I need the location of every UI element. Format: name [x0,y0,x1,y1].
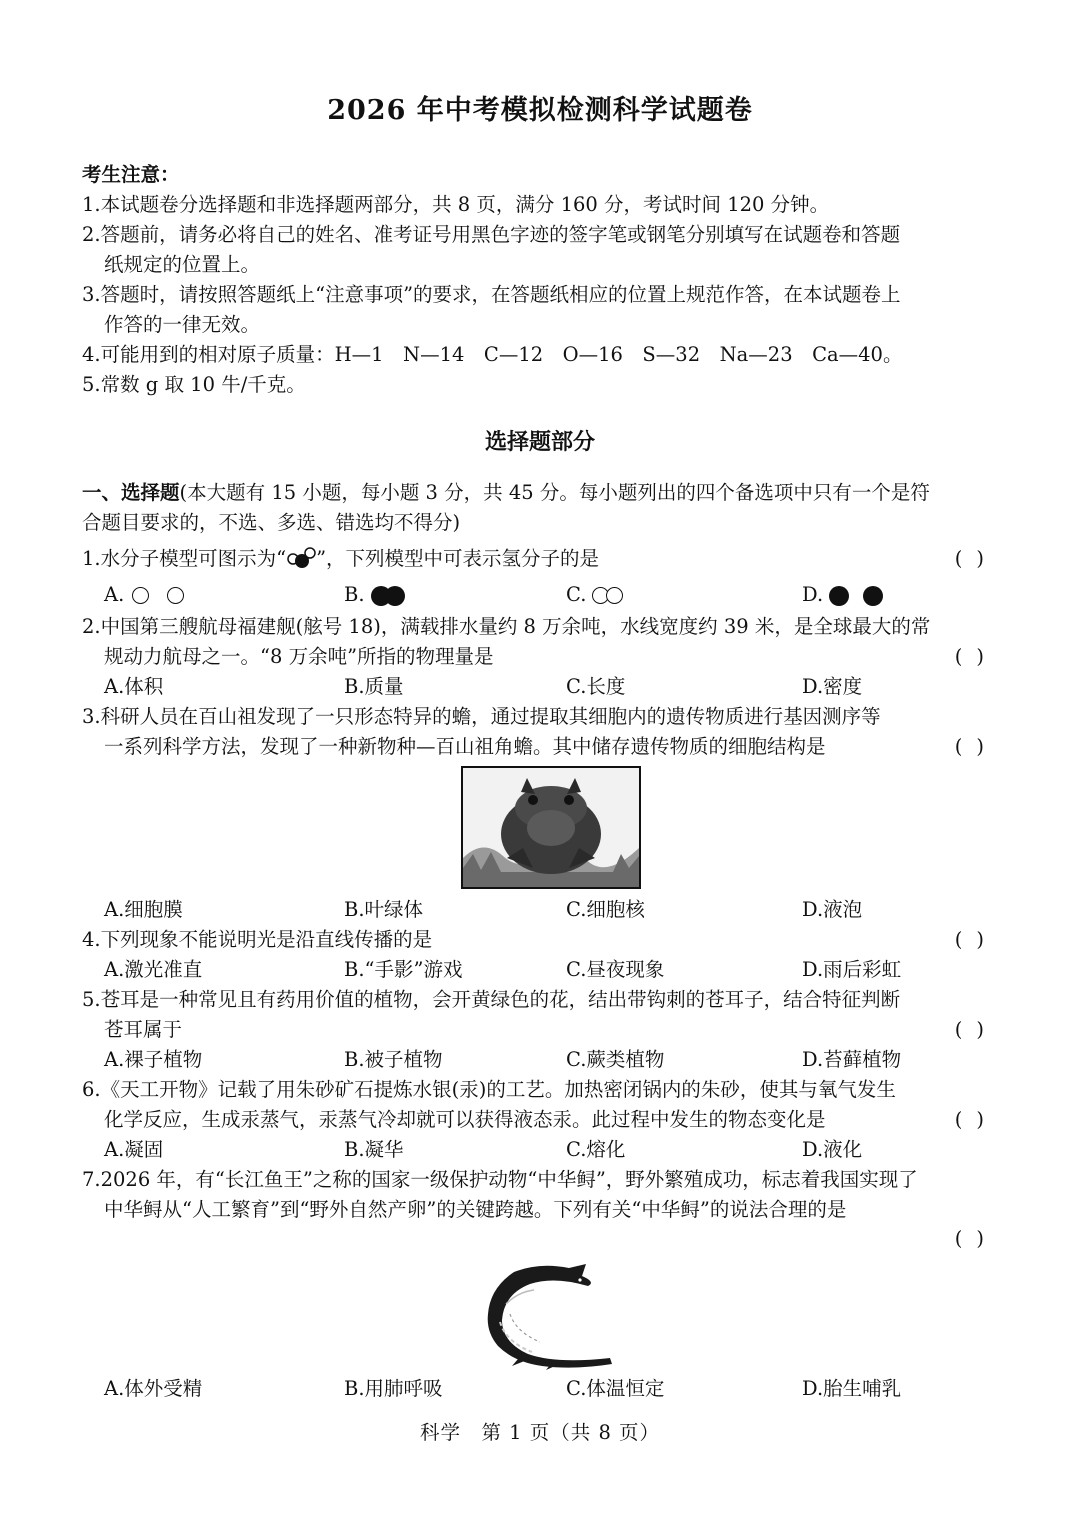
notice-item: 纸规定的位置上。 [104,253,261,276]
answer-paren: () [954,1018,998,1041]
filled-atom-icon [385,586,405,606]
notice-item: 5.常数 g 取 10 牛/千克。 [82,373,306,396]
option-a: A.凝固 [104,1138,164,1161]
part1-desc: (本大题有 15 小题，每小题 3 分，共 45 分。每小题列出的四个备选项中只有一个是符 [179,481,930,504]
option-c: C.细胞核 [566,898,645,921]
option-a: A.细胞膜 [104,898,183,921]
toad-illustration [463,768,639,887]
option-b: B.质量 [344,675,404,698]
hollow-atom-icon [132,587,149,604]
option-c: C.体温恒定 [566,1377,665,1400]
answer-paren: () [954,928,998,951]
page-footer: 科学 第 1 页（共 8 页） [419,1421,661,1444]
answer-paren: () [954,1227,998,1250]
option-b: B.叶绿体 [344,898,424,921]
option-c: C. [566,580,623,610]
question-2-options [104,672,1004,702]
part1-desc-2: 合题目要求的，不选、多选、错选均不得分) [82,511,461,534]
option-a: A.体外受精 [104,1377,203,1400]
option-d: D.密度 [802,675,863,698]
option-b: B.“手影”游戏 [344,958,463,981]
part1-heading-line [82,478,1002,508]
hollow-atom-icon [167,587,184,604]
hollow-atom-icon [606,587,623,604]
question-2-line: 2.中国第三艘航母福建舰(舷号 18)，满载排水量约 8 万余吨，水线宽度约 39 米，是全球最大的常 [82,615,931,638]
question-3-line: 一系列科学方法，发现了一种新物种—百山祖角蟾。其中储存遗传物质的细胞结构是 [104,735,826,758]
option-b: B.凝华 [344,1138,404,1161]
answer-paren: () [954,645,998,668]
question-3-options [104,895,1004,925]
notice-item: 2.答题前，请务必将自己的姓名、准考证号用黑色字迹的签字笔或钢笔分别填写在试题卷和答题 [82,223,901,246]
option-c: C.昼夜现象 [566,958,665,981]
sturgeon-illustration [484,1262,614,1370]
question-2-line: 规动力航母之一。“8 万余吨”所指的物理量是 [104,645,494,668]
question-3-line: 3.科研人员在百山祖发现了一只形态特异的蟾，通过提取其细胞内的遗传物质进行基因测序等 [82,705,881,728]
question-6-line: 6.《天工开物》记载了用朱砂矿石提炼水银(汞)的工艺。加热密闭锅内的朱砂，使其与氧气发生 [82,1078,896,1101]
question-7-options [104,1374,1004,1404]
option-a: A. [104,580,184,610]
option-d: D. [802,580,883,610]
question-7-line: 7.2026 年，有“长江鱼王”之称的国家一级保护动物“中华鲟”，野外繁殖成功，标志着我国实现了 [82,1168,918,1191]
question-5-line: 苍耳属于 [104,1018,183,1041]
water-molecule-icon [286,547,316,569]
question-5-options [104,1045,1004,1075]
filled-atom-icon [829,586,849,606]
question-4-line: 4.下列现象不能说明光是沿直线传播的是 [82,928,433,951]
question-7-line: 中华鲟从“人工繁育”到“野外自然产卵”的关键跨越。下列有关“中华鲟”的说法合理的是 [104,1198,847,1221]
answer-paren: () [954,547,998,570]
option-b: B.用肺呼吸 [344,1377,443,1400]
question-6-line: 化学反应，生成汞蒸气，汞蒸气冷却就可以获得液态汞。此过程中发生的物态变化是 [104,1108,826,1131]
option-a: A.裸子植物 [104,1048,203,1071]
option-d: D.液泡 [802,898,863,921]
toad-photo [461,766,641,889]
option-a: A.体积 [104,675,164,698]
option-c: C.熔化 [566,1138,626,1161]
question-4-options [104,955,1004,985]
part1-heading: 一、选择题 [82,481,180,504]
option-c: C.蕨类植物 [566,1048,665,1071]
question-1-stem: 1.水分子模型可图示为“ ”，下列模型中可表示氢分子的是 [82,547,600,570]
option-b: B.被子植物 [344,1048,443,1071]
filled-atom-icon [863,586,883,606]
option-d: D.胎生哺乳 [802,1377,902,1400]
notice-item: 作答的一律无效。 [104,313,261,336]
answer-paren: () [954,735,998,758]
option-d: D.苔藓植物 [802,1048,902,1071]
option-d: D.液化 [802,1138,863,1161]
notice-item: 4.可能用到的相对原子质量：H—1 N—14 C—12 O—16 S—32 Na—23 Ca—40。 [82,343,903,366]
answer-paren: () [954,1108,998,1131]
option-b: B. [344,580,405,610]
notice-item: 1.本试题卷分选择题和非选择题两部分，共 8 页，满分 160 分，考试时间 120 分钟。 [82,193,830,216]
question-5-line: 5.苍耳是一种常见且有药用价值的植物，会开黄绿色的花，结出带钩刺的苍耳子，结合特征判断 [82,988,901,1011]
option-c: C.长度 [566,675,626,698]
option-d: D.雨后彩虹 [802,958,902,981]
notice-heading: 考生注意： [82,163,180,186]
exam-title: 2026 年中考模拟检测科学试题卷 [327,95,753,126]
option-a: A.激光准直 [104,958,203,981]
question-1-options [104,580,1004,610]
section-title: 选择题部分 [484,429,595,455]
question-6-options [104,1135,1004,1165]
notice-item: 3.答题时，请按照答题纸上“注意事项”的要求，在答题纸相应的位置上规范作答，在本试题卷上 [82,283,901,306]
